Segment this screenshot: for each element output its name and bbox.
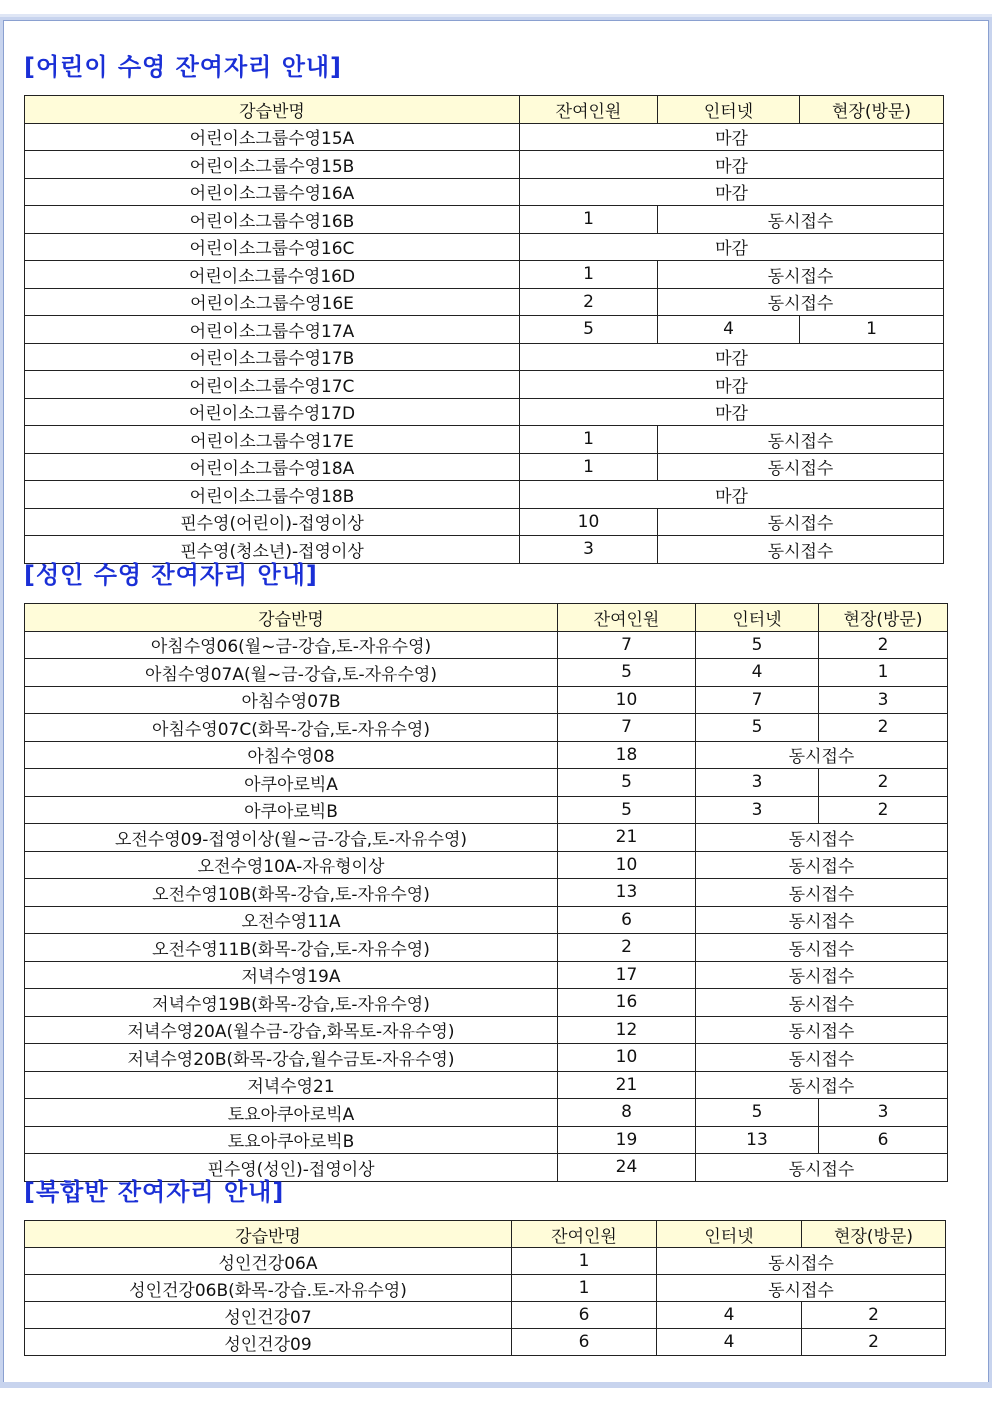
internet-cell: 7: [696, 686, 819, 714]
class-name-cell: 어린이소그룹수영16A: [25, 178, 520, 206]
remaining-cell: 2: [520, 288, 658, 316]
table-header-row: [25, 1221, 946, 1248]
class-name-cell: 어린이소그룹수영16C: [25, 233, 520, 261]
closed-cell: 마감: [520, 371, 944, 399]
class-name-cell: 어린이소그룹수영17A: [25, 316, 520, 344]
header-class-name: 강습반명: [25, 96, 520, 124]
class-name-cell: 아침수영06(월~금-강습,토-자유수영): [25, 631, 558, 659]
table-row: [25, 398, 944, 426]
simultaneous-cell: 동시접수: [696, 934, 948, 962]
simultaneous-cell: 동시접수: [658, 261, 944, 289]
table-combined-class: [24, 1220, 946, 1356]
table-row: [25, 233, 944, 261]
remaining-cell: 1: [520, 453, 658, 481]
remaining-cell: 13: [558, 879, 696, 907]
onsite-cell: 2: [819, 769, 948, 797]
remaining-cell: 5: [520, 316, 658, 344]
table-row: [25, 851, 948, 879]
class-name-cell: 어린이소그룹수영18B: [25, 481, 520, 509]
class-name-cell: 어린이소그룹수영15A: [25, 123, 520, 151]
class-name-cell: 토요아쿠아로빅A: [25, 1099, 558, 1127]
table-row: [25, 536, 944, 564]
class-name-cell: 어린이소그룹수영16D: [25, 261, 520, 289]
class-name-cell: 어린이소그룹수영18A: [25, 453, 520, 481]
table-row: [25, 1248, 946, 1275]
simultaneous-cell: 동시접수: [696, 906, 948, 934]
remaining-cell: 7: [558, 714, 696, 742]
remaining-cell: 8: [558, 1099, 696, 1127]
table-row: [25, 741, 948, 769]
simultaneous-cell: 동시접수: [658, 453, 944, 481]
internet-cell: 4: [657, 1329, 802, 1356]
onsite-cell: 2: [819, 631, 948, 659]
simultaneous-cell: 동시접수: [696, 1071, 948, 1099]
table-row: [25, 151, 944, 179]
onsite-cell: 1: [800, 316, 944, 344]
internet-cell: 13: [696, 1126, 819, 1154]
internet-cell: 5: [696, 631, 819, 659]
internet-cell: 3: [696, 769, 819, 797]
remaining-cell: 5: [558, 659, 696, 687]
simultaneous-cell: 동시접수: [658, 206, 944, 234]
table-row: [25, 659, 948, 687]
onsite-cell: 2: [802, 1329, 946, 1356]
internet-cell: 4: [658, 316, 800, 344]
simultaneous-cell: 동시접수: [696, 824, 948, 852]
onsite-cell: 3: [819, 1099, 948, 1127]
table-row: [25, 1126, 948, 1154]
class-name-cell: 아침수영07A(월~금-강습,토-자유수영): [25, 659, 558, 687]
class-name-cell: 아침수영07B: [25, 686, 558, 714]
onsite-cell: 2: [819, 796, 948, 824]
simultaneous-cell: 동시접수: [658, 536, 944, 564]
remaining-cell: 18: [558, 741, 696, 769]
table-kids-swim: [24, 95, 944, 564]
class-name-cell: 어린이소그룹수영15B: [25, 151, 520, 179]
remaining-cell: 3: [520, 536, 658, 564]
table-row: [25, 343, 944, 371]
simultaneous-cell: 동시접수: [658, 288, 944, 316]
table-header-row: [25, 604, 948, 632]
closed-cell: 마감: [520, 481, 944, 509]
internet-cell: 5: [696, 714, 819, 742]
class-name-cell: 어린이소그룹수영16E: [25, 288, 520, 316]
class-name-cell: 오전수영11A: [25, 906, 558, 934]
table-row: [25, 371, 944, 399]
table-row: [25, 686, 948, 714]
table-row: [25, 879, 948, 907]
table-row: [25, 824, 948, 852]
header-onsite: 현장(방문): [802, 1221, 946, 1248]
class-name-cell: 어린이소그룹수영16B: [25, 206, 520, 234]
class-name-cell: 저녁수영19B(화목-강습,토-자유수영): [25, 989, 558, 1017]
remaining-cell: 24: [558, 1154, 696, 1182]
table-row: [25, 631, 948, 659]
table-adult-swim: [24, 603, 948, 1182]
class-name-cell: 어린이소그룹수영17E: [25, 426, 520, 454]
internet-cell: 4: [657, 1302, 802, 1329]
simultaneous-cell: 동시접수: [658, 426, 944, 454]
header-remaining: 잔여인원: [558, 604, 696, 632]
remaining-cell: 10: [520, 508, 658, 536]
class-name-cell: 아침수영08: [25, 741, 558, 769]
remaining-cell: 5: [558, 769, 696, 797]
internet-cell: 3: [696, 796, 819, 824]
table-row: [25, 481, 944, 509]
section-title-adult: [성인 수영 잔여자리 안내]: [24, 561, 318, 589]
table-row: [25, 961, 948, 989]
simultaneous-cell: 동시접수: [657, 1248, 946, 1275]
remaining-cell: 1: [520, 426, 658, 454]
class-name-cell: 저녁수영20B(화목-강습,월수금토-자유수영): [25, 1044, 558, 1072]
simultaneous-cell: 동시접수: [696, 851, 948, 879]
table-header-row: [25, 96, 944, 124]
table-row: [25, 123, 944, 151]
table-row: [25, 426, 944, 454]
remaining-cell: 2: [558, 934, 696, 962]
remaining-cell: 5: [558, 796, 696, 824]
remaining-cell: 17: [558, 961, 696, 989]
table-row: [25, 316, 944, 344]
remaining-cell: 19: [558, 1126, 696, 1154]
remaining-cell: 1: [520, 206, 658, 234]
closed-cell: 마감: [520, 178, 944, 206]
onsite-cell: 3: [819, 686, 948, 714]
table-row: [25, 288, 944, 316]
remaining-cell: 6: [512, 1302, 657, 1329]
table-row: [25, 1016, 948, 1044]
page-bottom-border: [0, 1382, 992, 1388]
table-row: [25, 178, 944, 206]
header-onsite: 현장(방문): [819, 604, 948, 632]
simultaneous-cell: 동시접수: [657, 1275, 946, 1302]
simultaneous-cell: 동시접수: [696, 961, 948, 989]
class-name-cell: 토요아쿠아로빅B: [25, 1126, 558, 1154]
onsite-cell: 2: [802, 1302, 946, 1329]
remaining-cell: 1: [520, 261, 658, 289]
table-row: [25, 796, 948, 824]
class-name-cell: 성인건강07: [25, 1302, 512, 1329]
class-name-cell: 성인건강06A: [25, 1248, 512, 1275]
table-row: [25, 1071, 948, 1099]
simultaneous-cell: 동시접수: [696, 989, 948, 1017]
closed-cell: 마감: [520, 233, 944, 261]
table-row: [25, 1275, 946, 1302]
class-name-cell: 성인건강06B(화목-강습.토-자유수영): [25, 1275, 512, 1302]
class-name-cell: 어린이소그룹수영17D: [25, 398, 520, 426]
simultaneous-cell: 동시접수: [658, 508, 944, 536]
table-row: [25, 1302, 946, 1329]
onsite-cell: 1: [819, 659, 948, 687]
remaining-cell: 7: [558, 631, 696, 659]
section-title-kids: [어린이 수영 잔여자리 안내]: [24, 53, 343, 81]
table-row: [25, 934, 948, 962]
class-name-cell: 아쿠아로빅B: [25, 796, 558, 824]
table-row: [25, 1044, 948, 1072]
class-name-cell: 저녁수영20A(월수금-강습,화목토-자유수영): [25, 1016, 558, 1044]
closed-cell: 마감: [520, 151, 944, 179]
class-name-cell: 아쿠아로빅A: [25, 769, 558, 797]
class-name-cell: 저녁수영21: [25, 1071, 558, 1099]
header-remaining: 잔여인원: [520, 96, 658, 124]
internet-cell: 4: [696, 659, 819, 687]
simultaneous-cell: 동시접수: [696, 1016, 948, 1044]
simultaneous-cell: 동시접수: [696, 1154, 948, 1182]
remaining-cell: 6: [512, 1329, 657, 1356]
remaining-cell: 1: [512, 1248, 657, 1275]
class-name-cell: 저녁수영19A: [25, 961, 558, 989]
simultaneous-cell: 동시접수: [696, 741, 948, 769]
closed-cell: 마감: [520, 123, 944, 151]
remaining-cell: 10: [558, 851, 696, 879]
table-row: [25, 769, 948, 797]
table-row: [25, 714, 948, 742]
simultaneous-cell: 동시접수: [696, 1044, 948, 1072]
class-name-cell: 아침수영07C(화목-강습,토-자유수영): [25, 714, 558, 742]
onsite-cell: 6: [819, 1126, 948, 1154]
class-name-cell: 성인건강09: [25, 1329, 512, 1356]
header-class-name: 강습반명: [25, 604, 558, 632]
closed-cell: 마감: [520, 343, 944, 371]
header-internet: 인터넷: [658, 96, 800, 124]
table-row: [25, 261, 944, 289]
remaining-cell: 10: [558, 686, 696, 714]
internet-cell: 5: [696, 1099, 819, 1127]
class-name-cell: 핀수영(청소년)-접영이상: [25, 536, 520, 564]
remaining-cell: 21: [558, 1071, 696, 1099]
header-onsite: 현장(방문): [800, 96, 944, 124]
remaining-cell: 1: [512, 1275, 657, 1302]
table-row: [25, 1329, 946, 1356]
class-name-cell: 오전수영10B(화목-강습,토-자유수영): [25, 879, 558, 907]
class-name-cell: 어린이소그룹수영17C: [25, 371, 520, 399]
closed-cell: 마감: [520, 398, 944, 426]
remaining-cell: 10: [558, 1044, 696, 1072]
class-name-cell: 오전수영09-접영이상(월~금-강습,토-자유수영): [25, 824, 558, 852]
class-name-cell: 핀수영(성인)-접영이상: [25, 1154, 558, 1182]
remaining-cell: 21: [558, 824, 696, 852]
remaining-cell: 16: [558, 989, 696, 1017]
table-row: [25, 508, 944, 536]
class-name-cell: 오전수영11B(화목-강습,토-자유수영): [25, 934, 558, 962]
remaining-cell: 12: [558, 1016, 696, 1044]
table-row: [25, 906, 948, 934]
class-name-cell: 오전수영10A-자유형이상: [25, 851, 558, 879]
header-internet: 인터넷: [657, 1221, 802, 1248]
class-name-cell: 핀수영(어린이)-접영이상: [25, 508, 520, 536]
remaining-cell: 6: [558, 906, 696, 934]
onsite-cell: 2: [819, 714, 948, 742]
table-row: [25, 453, 944, 481]
header-remaining: 잔여인원: [512, 1221, 657, 1248]
header-class-name: 강습반명: [25, 1221, 512, 1248]
class-name-cell: 어린이소그룹수영17B: [25, 343, 520, 371]
table-row: [25, 1099, 948, 1127]
table-row: [25, 206, 944, 234]
section-title-combined: [복합반 잔여자리 안내]: [24, 1178, 285, 1206]
simultaneous-cell: 동시접수: [696, 879, 948, 907]
table-row: [25, 989, 948, 1017]
header-internet: 인터넷: [696, 604, 819, 632]
